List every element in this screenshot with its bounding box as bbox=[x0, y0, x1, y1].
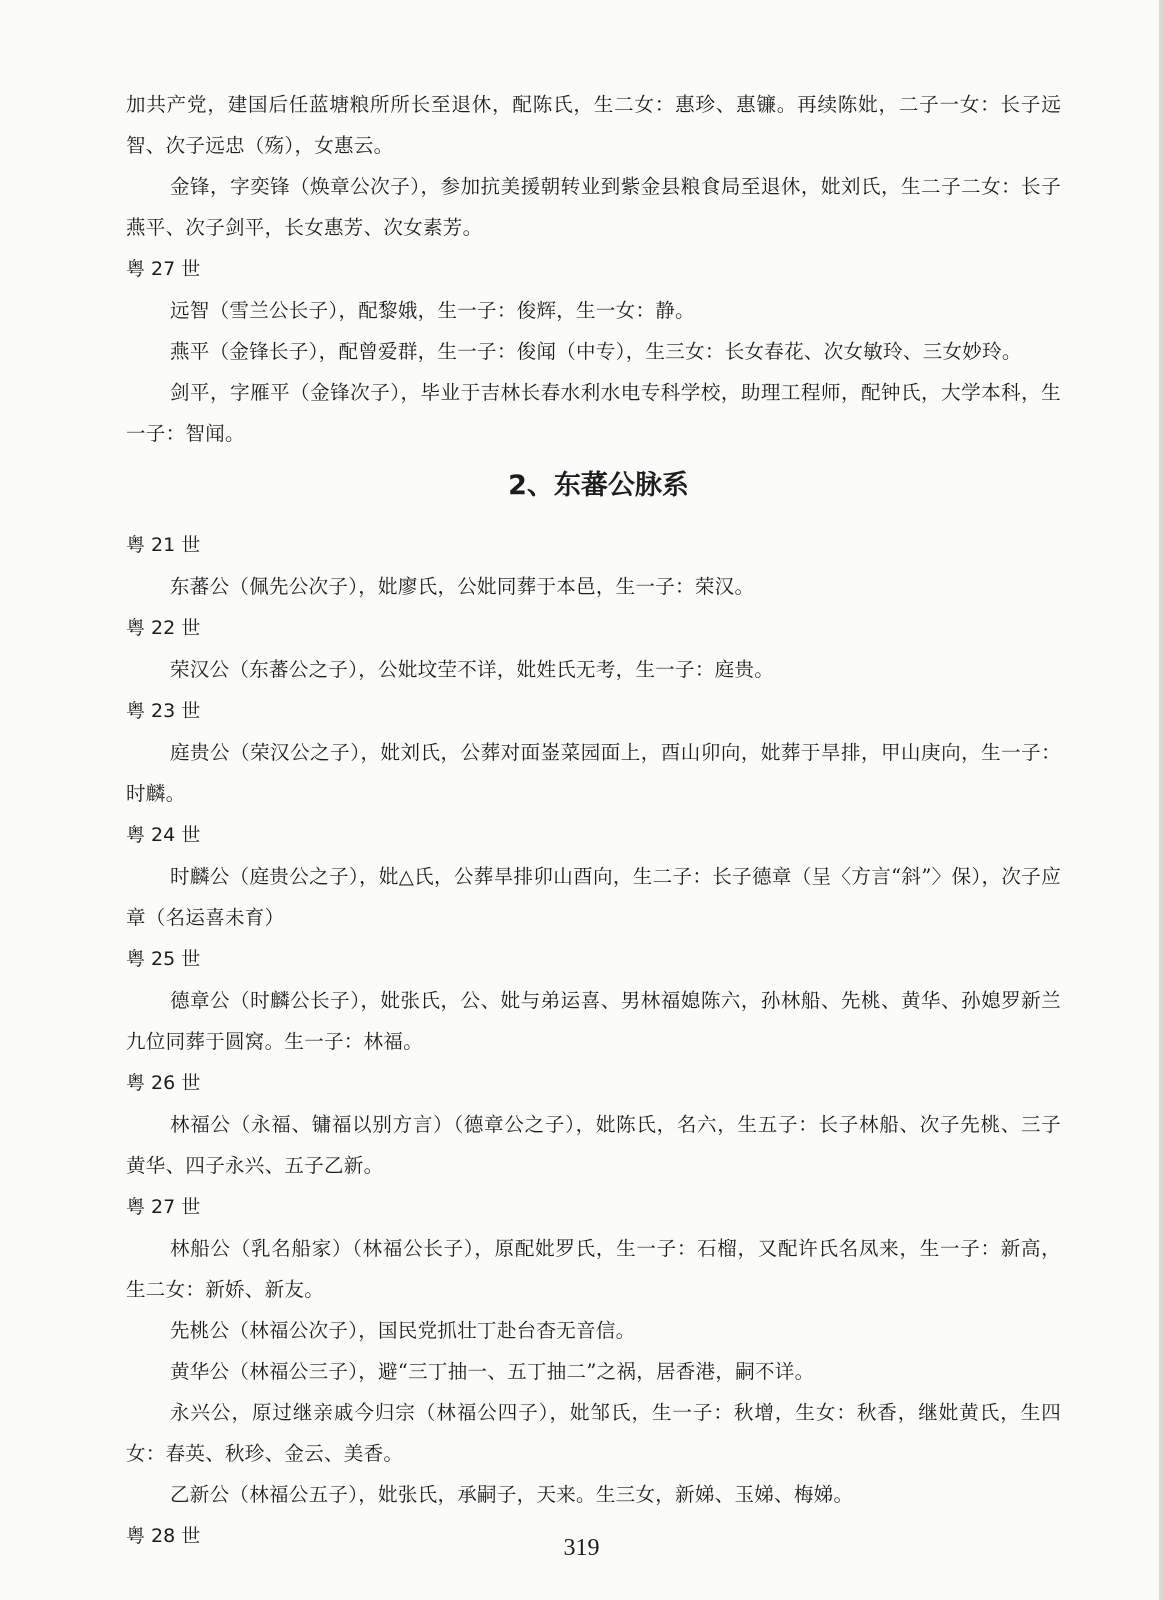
generation-label-28: 粤 28 世 bbox=[126, 1525, 201, 1547]
generation-label-21: 粤 21 世 bbox=[126, 534, 201, 556]
entry-yongxing: 永兴公，原过继亲戚今归宗（林福公四子），妣邹氏，生一子：秋增，生女：秋香，继妣黄氏，生四女：春英、秋珍、金云、美香。 bbox=[126, 1401, 1061, 1465]
generation-label-26: 粤 26 世 bbox=[126, 1072, 201, 1094]
generation-label-27: 粤 27 世 bbox=[126, 258, 201, 280]
entry-linfu: 林福公（永福、镛福以别方言）（德章公之子），妣陈氏，名六，生五子：长子林船、次子先桃、三子黄华、四子永兴、五子乙新。 bbox=[126, 1113, 1061, 1177]
entry-shilin: 时麟公（庭贵公之子），妣△氏，公葬旱排卯山酉向，生二子：长子德章（呈〈方言“斜”〉保），次子应章（名运喜未育） bbox=[126, 865, 1061, 929]
generation-label-25: 粤 25 世 bbox=[126, 948, 201, 970]
entry-xiantao: 先桃公（林福公次子），国民党抓壮丁赴台杳无音信。 bbox=[170, 1319, 636, 1342]
entry-ronghan: 荣汉公（东蕃公之子），公妣坟茔不详，妣姓氏无考，生一子：庭贵。 bbox=[170, 658, 775, 681]
entry-dezhang: 德章公（时麟公长子），妣张氏，公、妣与弟运喜、男林福媳陈六，孙林船、先桃、黄华、孙媳罗新兰九位同葬于圆窝。生一子：林福。 bbox=[126, 989, 1061, 1053]
page-content bbox=[126, 84, 1061, 1557]
paragraph-jinfeng: 金锋，字奕锋（焕章公次子），参加抗美援朝转业到紫金县粮食局至退休，妣刘氏，生二子二女：长子燕平、次子剑平，长女惠芳、次女素芳。 bbox=[126, 175, 1061, 239]
generation-label-23: 粤 23 世 bbox=[126, 700, 201, 722]
paragraph-continued: 加共产党，建国后任蓝塘粮所所长至退休，配陈氏，生二女：惠珍、惠镰。再续陈妣，二子一女：长子远智、次子远忠（殇），女惠云。 bbox=[126, 93, 1061, 157]
entry-tinggui: 庭贵公（荣汉公之子），妣刘氏，公葬对面崟菜园面上，酉山卯向，妣葬于旱排，甲山庚向，生一子：时麟。 bbox=[126, 741, 1061, 805]
entry-yuanzhi: 远智（雪兰公长子），配黎娥，生一子：俊辉，生一女：静。 bbox=[170, 299, 695, 322]
generation-label-22: 粤 22 世 bbox=[126, 617, 201, 639]
entry-yixin: 乙新公（林福公五子），妣张氏，承嗣子，天来。生三女，新娣、玉娣、梅娣。 bbox=[170, 1483, 854, 1506]
entry-dongfan: 东蕃公（佩先公次子），妣廖氏，公妣同葬于本邑，生一子：荣汉。 bbox=[170, 575, 755, 598]
generation-label-27b: 粤 27 世 bbox=[126, 1196, 201, 1218]
page-edge-shadow bbox=[1159, 0, 1163, 1600]
section-title: 2、东蕃公脉系 bbox=[508, 470, 689, 501]
entry-huanghua: 黄华公（林福公三子），避“三丁抽一、五丁抽二”之祸，居香港，嗣不详。 bbox=[170, 1360, 815, 1383]
entry-yanping: 燕平（金锋长子），配曾爱群，生一子：俊闻（中专），生三女：长女春花、次女敏玲、三女妙玲。 bbox=[170, 340, 1022, 363]
page-number: 319 bbox=[563, 1535, 600, 1561]
entry-linchuan: 林船公（乳名船家）（林福公长子），原配妣罗氏，生一子：石榴，又配许氏名凤来，生一子：新高，生二女：新娇、新友。 bbox=[126, 1237, 1061, 1301]
entry-jianping: 剑平，字雁平（金锋次子），毕业于吉林长春水利水电专科学校，助理工程师，配钟氏，大学本科，生一子：智闻。 bbox=[126, 381, 1061, 445]
generation-label-24: 粤 24 世 bbox=[126, 824, 201, 846]
